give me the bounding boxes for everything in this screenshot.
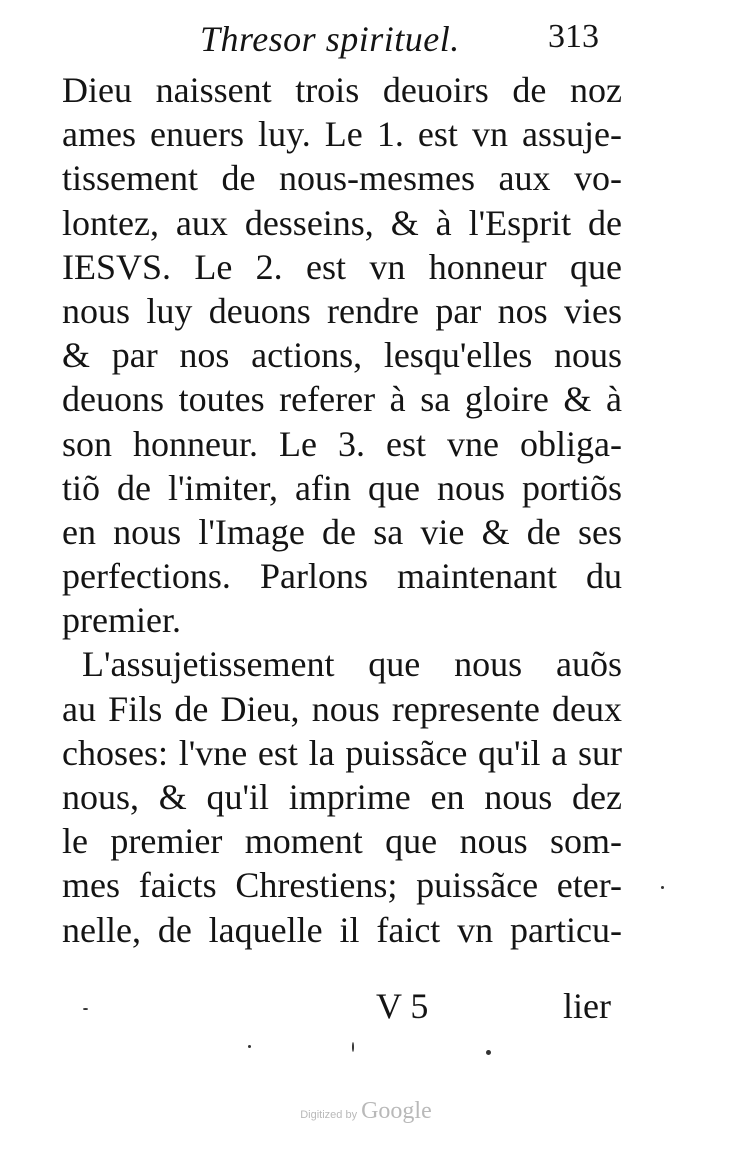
watermark-prefix: Digitized by — [300, 1109, 358, 1121]
running-title: Thresor spirituel. — [200, 19, 460, 59]
text-line: IESVS. Le 2. est vn honneur que — [62, 246, 622, 287]
scan-speck — [83, 1008, 88, 1010]
digitization-watermark — [0, 1098, 732, 1125]
scan-speck — [486, 1050, 491, 1055]
text-line: choses: l'vne est la puissãce qu'il a sur — [62, 732, 622, 773]
body-text — [62, 68, 622, 952]
text-line: nous luy deuons rendre par nos vies — [62, 290, 622, 331]
page-footer — [0, 985, 732, 1029]
scan-speck — [248, 1045, 251, 1048]
text-line: au Fils de Dieu, nous represente deux — [62, 688, 622, 729]
text-line: tissement de nous-mesmes aux vo- — [62, 158, 622, 199]
text-line: perfections. Parlons maintenant du — [62, 556, 622, 597]
text-line: nelle, de laquelle il faict vn particu- — [62, 909, 622, 950]
text-line: & par nos actions, lesqu'elles nous — [62, 335, 622, 376]
text-line: mes faicts Chrestiens; puissãce eter- — [62, 865, 622, 906]
text-line: deuons toutes referer à sa gloire & à — [62, 379, 622, 420]
text-line: ames enuers luy. Le 1. est vn assuje- — [62, 114, 622, 155]
text-line: lontez, aux desseins, & à l'Esprit de — [62, 202, 622, 243]
text-line: son honneur. Le 3. est vne obliga- — [62, 423, 622, 464]
text-line: Dieu naissent trois deuoirs de noz — [62, 70, 622, 110]
text-line: le premier moment que nous som- — [62, 821, 622, 862]
text-line: nous, & qu'il imprime en nous dez — [62, 777, 622, 817]
scan-speck — [661, 886, 664, 889]
signature-mark: V 5 — [376, 986, 429, 1026]
watermark-brand: Google — [361, 1098, 432, 1124]
text-line: premier. — [62, 600, 181, 641]
text-line: L'assujetissement que nous auõs — [82, 644, 622, 685]
page-number: 313 — [548, 18, 599, 55]
text-line: en nous l'Image de sa vie & de ses — [62, 511, 622, 552]
scan-speck — [352, 1042, 354, 1052]
page-header — [0, 18, 732, 60]
text-line: tiõ de l'imiter, afin que nous portiõs — [62, 467, 622, 508]
catchword: lier — [563, 986, 611, 1026]
